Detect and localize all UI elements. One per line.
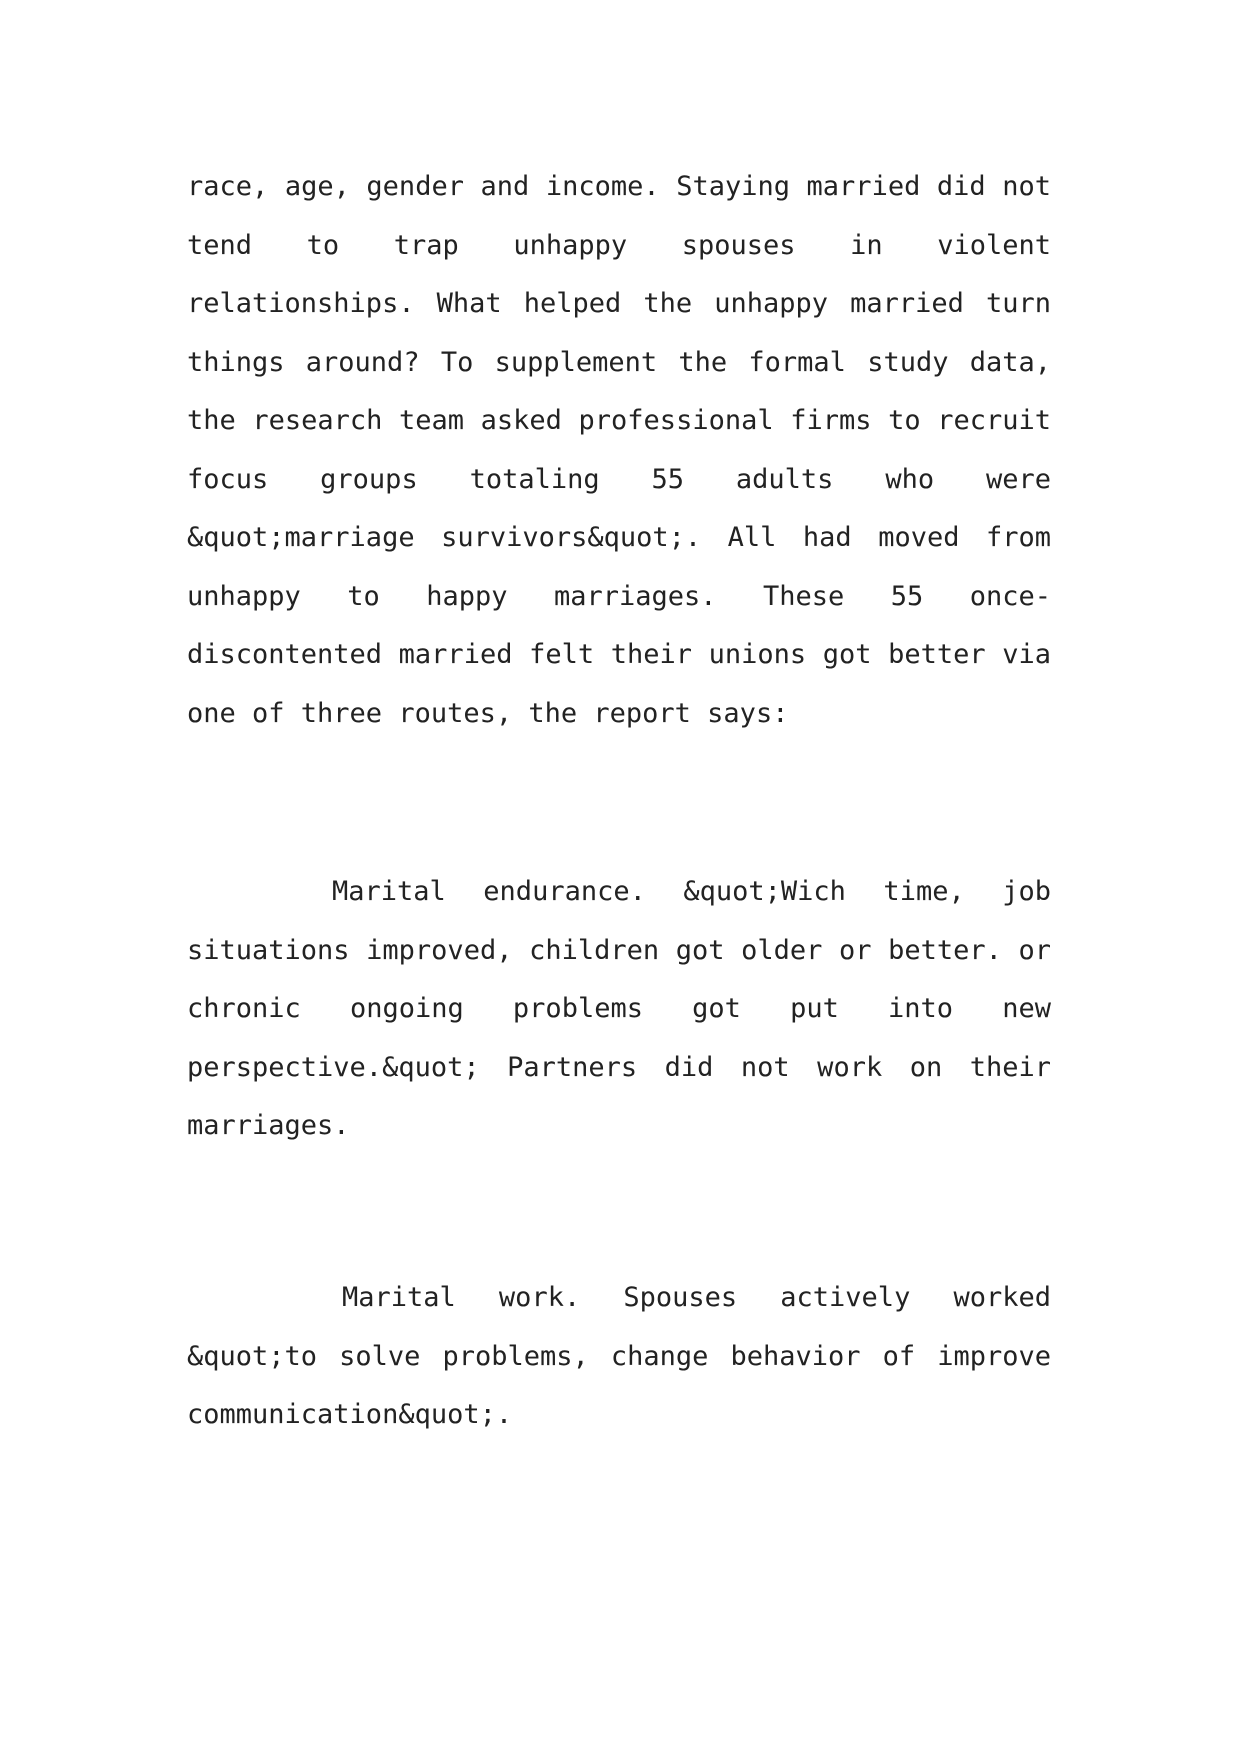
paragraph-continuation: race, age, gender and income. Staying married did not tend to trap unhappy spouses in violent relationships. What helped the unhappy married turn things around? To supplement the formal study data, the research team asked professional firms to recruit focus groups totaling 55 adults who were &quot;marriage survivors&quot;. All had moved from unhappy to happy marriages. These 55 once-discontented married felt their unions got better via one of three routes, the report says: [187,171,1051,729]
paragraph-marital-work: Marital work. Spouses actively worked &quot;to solve problems, change behavior of improve communication&quot;. [187,1282,1051,1430]
paragraph-marital-endurance: Marital endurance. &quot;Wich time, job situations improved, children got older or better. or chronic ongoing problems got put into new perspective.&quot; Partners did not work on their marriages. [187,876,1051,1141]
